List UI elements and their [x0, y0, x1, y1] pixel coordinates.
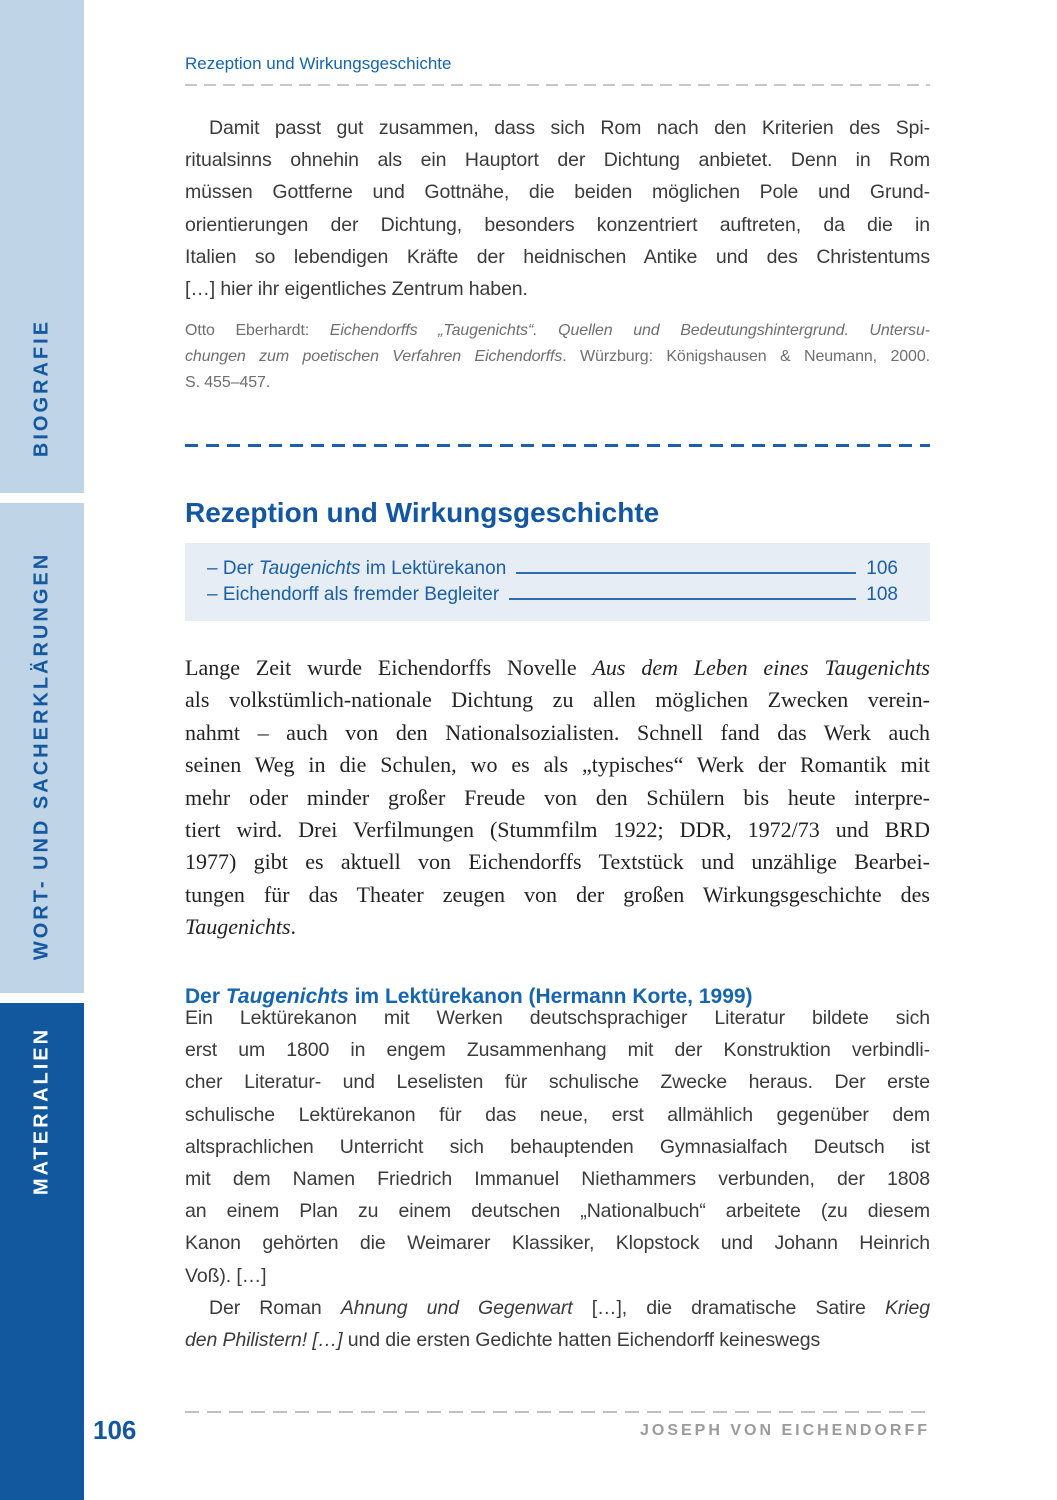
text-segment: müssen Gottferne und Gottnähe, die beiden möglichen Pole und Grund-: [185, 181, 930, 204]
text-line: [185, 273, 930, 305]
text-segment: Italien so lebendigen Kräfte der heidnischen Antike und des Christentums: [185, 245, 930, 268]
text-line: [185, 1292, 930, 1324]
text-segment: 1977) gibt es aktuell von Eichendorffs Textstück und unzählige Bearbei-: [185, 849, 930, 875]
sidebar-tab-materialien[interactable]: [0, 1003, 84, 1500]
text-segment: Aus dem Leben eines Taugenichts: [592, 655, 930, 680]
sidebar-tab-label: MATERIALIEN: [30, 1026, 53, 1196]
toc-entry-taugenichts-im-lektuerekanon[interactable]: [207, 556, 898, 582]
text-segment: mehr oder minder großer Freude von den Schülern bis heute interpre-: [185, 784, 930, 810]
text-segment: tungen für das Theater zeugen von der großen Wirkungsgeschichte des: [185, 881, 930, 907]
text-segment: Eichendorffs „Taugenichts“. Quellen und Bedeutungshintergrund. Untersu-: [329, 322, 930, 339]
text-segment: ritualsinns ohnehin als ein Hauptort der Dichtung anbietet. Denn in Rom: [185, 149, 930, 172]
text-segment: – Der: [207, 558, 259, 579]
text-line: [185, 1227, 930, 1259]
section-toc-box: [185, 543, 930, 621]
text-segment: und die ersten Gedichte hatten Eichendorff keineswegs: [342, 1329, 821, 1352]
text-segment: Otto Eberhardt:: [185, 322, 330, 339]
text-segment: […], die dramatische Satire: [572, 1296, 885, 1319]
footer-book-title: JOSEPH VON EICHENDORFF: [639, 1422, 930, 1439]
text-segment: Taugenichts: [225, 985, 349, 1009]
text-line: [185, 846, 930, 878]
text-segment: erst um 1800 in engem Zusammenhang mit der Konstruktion verbindli-: [185, 1039, 930, 1062]
sidebar-tab-label: WORT- UND SACHERKLÄRUNGEN: [30, 551, 53, 961]
sidebar-tab-wort-und-sacherklaerungen[interactable]: [0, 503, 84, 993]
text-line: [185, 1099, 930, 1131]
text-line: [185, 717, 930, 749]
section-title: Rezeption und Wirkungsgeschichte: [185, 496, 660, 528]
text-segment: cher Literatur- und Leselisten für schulische Zwecke heraus. Der erste: [185, 1071, 930, 1094]
text-segment: orientierungen der Dichtung, besonders konzentriert auftreten, da die in: [185, 213, 930, 236]
toc-leader-line: [509, 598, 856, 600]
text-line: [185, 749, 930, 781]
text-line: [185, 814, 930, 846]
text-segment: Kanon gehörten die Weimarer Klassiker, Klopstock und Johann Heinrich: [185, 1232, 930, 1255]
text-segment: Der: [185, 985, 226, 1009]
text-line: [185, 879, 930, 911]
text-line: [185, 1260, 930, 1292]
text-line: [185, 1002, 930, 1034]
text-line: [185, 209, 930, 241]
text-line: [185, 1163, 930, 1195]
text-segment: S. 455–457.: [185, 374, 271, 391]
text-segment: altsprachlichen Unterricht sich behauptenden Gymnasialfach Deutsch ist: [185, 1135, 930, 1158]
text-line: [185, 318, 930, 344]
text-line: [185, 176, 930, 208]
text-segment: nahmt – auch von den Nationalsozialisten. Schnell fand das Werk auch: [185, 719, 930, 745]
text-line: [185, 1034, 930, 1066]
text-segment: Taugenichts: [185, 914, 291, 940]
text-segment: Voß). […]: [185, 1264, 267, 1287]
text-segment: Ein Lektürekanon mit Werken deutschsprachiger Literatur bildete sich: [185, 1007, 930, 1029]
text-segment: Lange Zeit wurde Eichendorffs Novelle: [185, 655, 593, 680]
text-segment: .: [290, 914, 297, 940]
text-line: [185, 1131, 930, 1163]
footer-divider: [185, 1411, 930, 1413]
toc-page-number: 108: [866, 584, 898, 605]
text-segment: mit dem Namen Friedrich Immanuel Niethammers verbunden, der 1808: [185, 1168, 930, 1191]
sidebar-tab-biografie[interactable]: [0, 0, 84, 493]
text-segment: Ahnung und Gegenwart: [340, 1296, 573, 1319]
text-line: [185, 370, 930, 396]
toc-entry-label: [207, 556, 506, 582]
text-line: [185, 1066, 930, 1098]
sidebar-tab-label: BIOGRAFIE: [30, 318, 53, 458]
text-segment: schulische Lektürekanon für das neue, erst allmählich gegenüber dem: [185, 1103, 930, 1126]
toc-entry-eichendorff-als-fremder-begleiter[interactable]: [207, 582, 898, 608]
text-line: [185, 241, 930, 273]
text-segment: Der Roman: [209, 1296, 341, 1319]
text-line: [185, 112, 930, 144]
running-head-divider: [185, 84, 930, 86]
text-line: [185, 911, 930, 943]
toc-entry-label: [207, 582, 499, 608]
running-head: Rezeption und Wirkungsgeschichte: [185, 54, 452, 73]
paragraph-lektuerekanon: [185, 1002, 930, 1356]
text-segment: an einem Plan zu einem deutschen „Nationalbuch“ arbeitete (zu diesem: [185, 1200, 930, 1223]
text-segment: als volkstümlich-nationale Dichtung zu allen möglichen Zwecken verein-: [185, 687, 930, 713]
text-segment: Damit passt gut zusammen, dass sich Rom nach den Kriterien des Spi-: [209, 117, 930, 139]
text-line: [185, 344, 930, 370]
text-line: [185, 1324, 930, 1356]
text-segment: im Lektürekanon (Hermann Korte, 1999): [348, 985, 753, 1009]
toc-page-number: 106: [866, 558, 898, 579]
section-divider: [185, 444, 930, 447]
text-line: [185, 652, 930, 684]
text-segment: . Würzburg: Königshausen & Neumann, 2000.: [562, 348, 930, 365]
text-segment: – Eichendorff als fremder Begleiter: [207, 584, 500, 605]
text-segment: seinen Weg in die Schulen, wo es als „typisches“ Werk der Romantik mit: [185, 752, 930, 778]
text-line: [185, 782, 930, 814]
text-segment: tiert wird. Drei Verfilmungen (Stummfilm 1922; DDR, 1972/73 und BRD: [185, 817, 930, 843]
text-line: [185, 1195, 930, 1227]
text-segment: den Philistern! […]: [185, 1329, 343, 1352]
page-number: 106: [93, 1415, 137, 1445]
paragraph-intro-serif: [185, 652, 930, 944]
text-segment: chungen zum poetischen Verfahren Eichendorffs: [185, 348, 563, 365]
toc-leader-line: [516, 572, 856, 574]
paragraph-quote-excerpt: [185, 112, 930, 305]
text-line: [185, 684, 930, 716]
citation-source: [185, 318, 930, 396]
content-column: [185, 0, 930, 1500]
text-segment: Taugenichts: [258, 558, 361, 579]
text-line: [185, 144, 930, 176]
text-segment: Krieg: [884, 1296, 930, 1319]
text-segment: im Lektürekanon: [360, 558, 507, 579]
text-segment: […] hier ihr eigentliches Zentrum haben.: [185, 278, 528, 301]
